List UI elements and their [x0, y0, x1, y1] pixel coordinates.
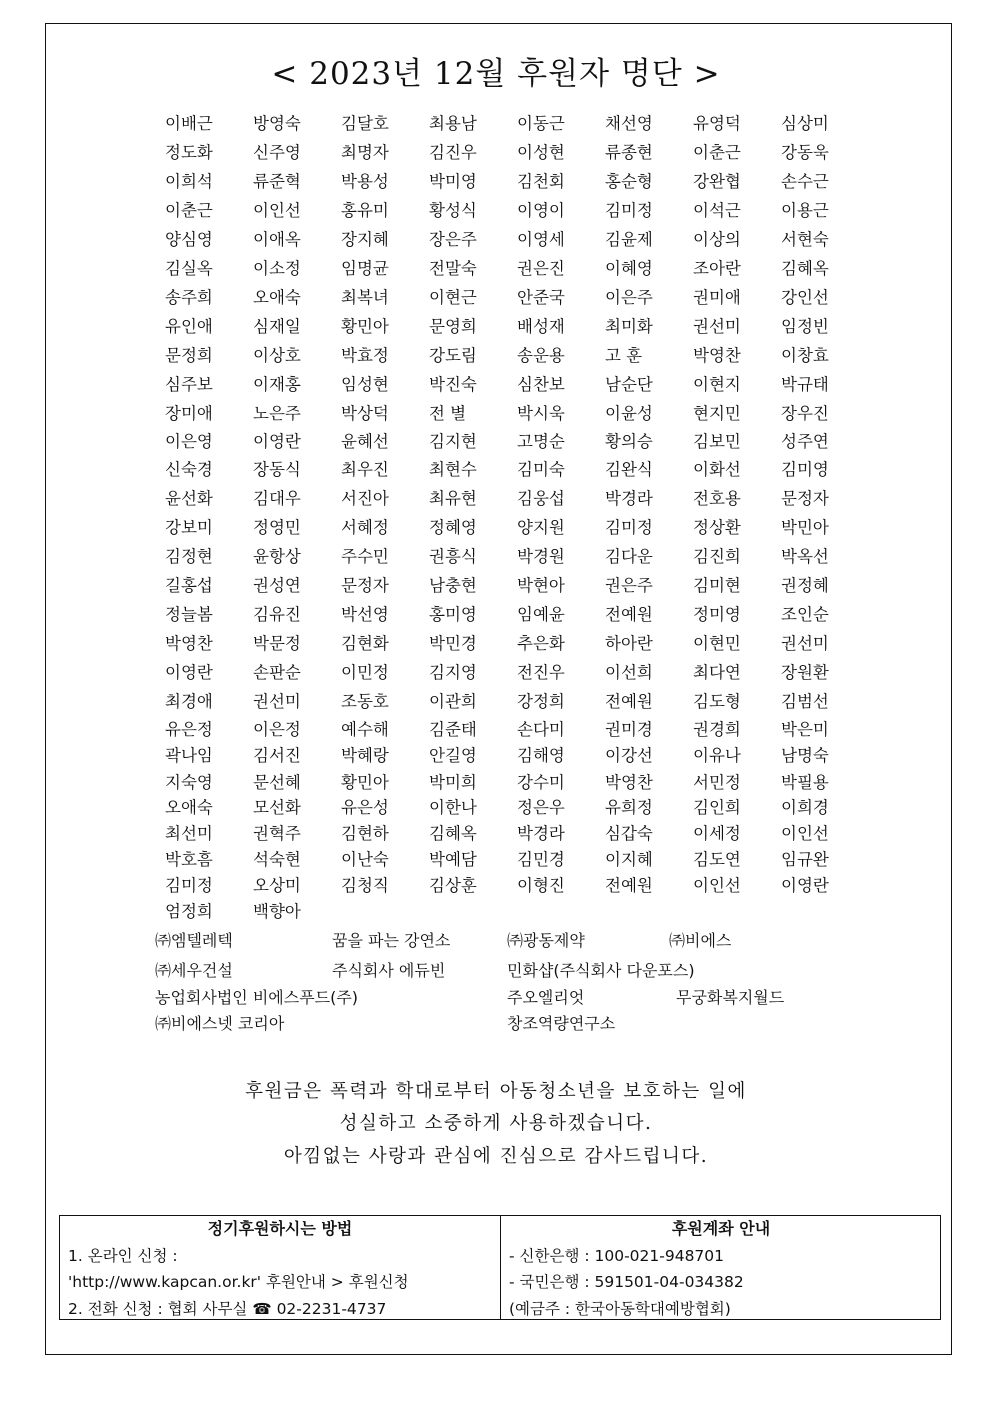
donor-name: 김준태 [429, 720, 477, 739]
donor-name: 최복녀 [341, 288, 389, 307]
donor-name: 예수해 [341, 720, 389, 739]
donor-name: 박영찬 [605, 773, 653, 792]
donor-name: 김해영 [517, 746, 565, 765]
donor-name: 심찬보 [517, 375, 565, 394]
donor-name: 김미숙 [517, 460, 565, 479]
donor-name: 안길영 [429, 746, 477, 765]
donor-name: 백향아 [253, 902, 301, 921]
donor-name: 황민아 [341, 317, 389, 336]
donor-name: 이인선 [253, 201, 301, 220]
donor-name: 권혁주 [253, 824, 301, 843]
donor-name: 김다운 [605, 547, 653, 566]
donor-name: 전진우 [517, 663, 565, 682]
shinhan-account: - 신한은행 : 100-021-948701 [509, 1247, 725, 1265]
donor-name: 전 별 [429, 404, 467, 423]
donor-name: 김민경 [517, 850, 565, 869]
donor-name: 장원환 [781, 663, 829, 682]
donor-name: 김보민 [693, 432, 741, 451]
donor-name: 이지혜 [605, 850, 653, 869]
donor-name: 이영란 [253, 432, 301, 451]
donor-name: 정상환 [693, 518, 741, 537]
regular-donation-header: 정기후원하시는 방법 [207, 1219, 353, 1238]
donor-name: 전말숙 [429, 259, 477, 278]
donor-name: 이은정 [253, 720, 301, 739]
donor-name: 김미현 [693, 576, 741, 595]
donor-name: 이유나 [693, 746, 741, 765]
donor-name: 김달호 [341, 114, 389, 133]
donor-name: 김진우 [429, 143, 477, 162]
donor-name: 유은성 [341, 798, 389, 817]
donor-name: 권선미 [253, 692, 301, 711]
donor-name: 심재일 [253, 317, 301, 336]
donor-name: 지숙영 [165, 773, 213, 792]
donor-name: 김미정 [165, 876, 213, 895]
donor-name: 권미애 [693, 288, 741, 307]
donor-name: 박경원 [517, 547, 565, 566]
donor-name: 박민아 [781, 518, 829, 537]
donor-name: 이영란 [165, 663, 213, 682]
donor-name: 이희경 [781, 798, 829, 817]
donor-name: 권경희 [693, 720, 741, 739]
donor-name: 최경애 [165, 692, 213, 711]
donor-name: 강정희 [517, 692, 565, 711]
donor-name: 김미정 [605, 518, 653, 537]
donor-name: 신주영 [253, 143, 301, 162]
bank-account-header: 후원계좌 안내 [671, 1219, 771, 1238]
donor-name: 이형진 [517, 876, 565, 895]
donor-name: 최다연 [693, 663, 741, 682]
donor-name: 강인선 [781, 288, 829, 307]
donor-name: 곽나임 [165, 746, 213, 765]
donor-name: 성주연 [781, 432, 829, 451]
donor-company: 주오엘리엇 [507, 988, 585, 1007]
donor-name: 박현아 [517, 576, 565, 595]
donor-name: 이은주 [605, 288, 653, 307]
donor-name: 전호용 [693, 489, 741, 508]
donor-name: 권은주 [605, 576, 653, 595]
donor-name: 이영세 [517, 230, 565, 249]
donor-name: 최우진 [341, 460, 389, 479]
donor-name: 오상미 [253, 876, 301, 895]
donor-name: 홍유미 [341, 201, 389, 220]
donor-name: 문정자 [781, 489, 829, 508]
donor-name: 서현숙 [781, 230, 829, 249]
donor-company: 무궁화복지월드 [676, 988, 785, 1007]
donor-name: 홍미영 [429, 605, 477, 624]
donor-name: 유은정 [165, 720, 213, 739]
donor-company: 창조역량연구소 [507, 1014, 616, 1033]
phone-apply: 2. 전화 신청 : 협회 사무실 ☎ 02-2231-4737 [68, 1300, 387, 1318]
donor-name: 조동호 [341, 692, 389, 711]
donor-name: 김청직 [341, 876, 389, 895]
donor-name: 조아란 [693, 259, 741, 278]
donor-name: 김미정 [605, 201, 653, 220]
donor-name: 이한나 [429, 798, 477, 817]
donor-name: 이윤성 [605, 404, 653, 423]
donor-name: 장우진 [781, 404, 829, 423]
donor-name: 김도형 [693, 692, 741, 711]
donor-name: 이민정 [341, 663, 389, 682]
donor-name: 박용성 [341, 172, 389, 191]
donor-name: 이관희 [429, 692, 477, 711]
donor-name: 손판순 [253, 663, 301, 682]
donor-name: 모선화 [253, 798, 301, 817]
donor-name: 권선미 [693, 317, 741, 336]
donor-name: 이난숙 [341, 850, 389, 869]
thanks-message-line-1: 후원금은 폭력과 학대로부터 아동청소년을 보호하는 일에 [245, 1081, 747, 1102]
donor-name: 박영찬 [165, 634, 213, 653]
donor-name: 박민경 [429, 634, 477, 653]
donor-name: 박문정 [253, 634, 301, 653]
donor-name: 장동식 [253, 460, 301, 479]
donor-name: 강동욱 [781, 143, 829, 162]
donor-name: 최미화 [605, 317, 653, 336]
donor-name: 정미영 [693, 605, 741, 624]
donor-name: 이소정 [253, 259, 301, 278]
donor-name: 오애숙 [253, 288, 301, 307]
donor-name: 김현화 [341, 634, 389, 653]
donor-company: ㈜엠텔레텍 [155, 931, 233, 950]
donor-name: 박효정 [341, 346, 389, 365]
donor-name: 김웅섭 [517, 489, 565, 508]
donor-company: ㈜비에스 [669, 931, 732, 950]
donor-name: 전예원 [605, 692, 653, 711]
donor-name: 이희석 [165, 172, 213, 191]
donor-name: 정은우 [517, 798, 565, 817]
donor-name: 이상호 [253, 346, 301, 365]
thanks-message-line-2: 성실하고 소중하게 사용하겠습니다. [339, 1113, 653, 1134]
donor-name: 오애숙 [165, 798, 213, 817]
thanks-message-line-3: 아낌없는 사랑과 관심에 진심으로 감사드립니다. [283, 1146, 709, 1167]
donor-name: 박영찬 [693, 346, 741, 365]
donor-name: 송주희 [165, 288, 213, 307]
donor-name: 장은주 [429, 230, 477, 249]
donor-name: 김범선 [781, 692, 829, 711]
donor-name: 양지원 [517, 518, 565, 537]
donor-name: 이애옥 [253, 230, 301, 249]
donor-name: 하아란 [605, 634, 653, 653]
donor-name: 유희정 [605, 798, 653, 817]
donor-name: 이현근 [429, 288, 477, 307]
donor-name: 송운용 [517, 346, 565, 365]
donor-name: 석숙현 [253, 850, 301, 869]
donor-name: 이인선 [693, 876, 741, 895]
donor-name: 김대우 [253, 489, 301, 508]
donor-name: 양심영 [165, 230, 213, 249]
donor-name: 박규태 [781, 375, 829, 394]
donor-name: 방영숙 [253, 114, 301, 133]
donor-name: 강도림 [429, 346, 477, 365]
donor-name: 황성식 [429, 201, 477, 220]
donation-info-table [59, 1215, 941, 1320]
donor-name: 윤선화 [165, 489, 213, 508]
donor-name: 남충현 [429, 576, 477, 595]
donor-name: 유인애 [165, 317, 213, 336]
donor-name: 손수근 [781, 172, 829, 191]
donor-name: 이석근 [693, 201, 741, 220]
donor-name: 서혜정 [341, 518, 389, 537]
donor-name: 이성현 [517, 143, 565, 162]
donor-name: 이혜영 [605, 259, 653, 278]
donor-company: 주식회사 에듀빈 [332, 961, 446, 980]
donor-name: 김윤제 [605, 230, 653, 249]
donor-name: 박경라 [605, 489, 653, 508]
donor-name: 남순단 [605, 375, 653, 394]
donor-name: 박필용 [781, 773, 829, 792]
donor-name: 전예원 [605, 605, 653, 624]
page-title: < 2023년 12월 후원자 명단 > [271, 56, 721, 92]
donor-name: 김실옥 [165, 259, 213, 278]
donor-name: 정도화 [165, 143, 213, 162]
donor-name: 이선희 [605, 663, 653, 682]
donor-name: 임정빈 [781, 317, 829, 336]
donor-name: 문정희 [165, 346, 213, 365]
donor-name: 임성현 [341, 375, 389, 394]
donor-name: 김혜옥 [429, 824, 477, 843]
donor-name: 고 훈 [605, 346, 643, 365]
donor-name: 길홍섭 [165, 576, 213, 595]
donor-name: 김정현 [165, 547, 213, 566]
donor-name: 류종현 [605, 143, 653, 162]
donor-name: 이화선 [693, 460, 741, 479]
donor-name: 권미경 [605, 720, 653, 739]
donor-name: 이강선 [605, 746, 653, 765]
donor-name: 최명자 [341, 143, 389, 162]
donor-name: 박혜랑 [341, 746, 389, 765]
donor-name: 김혜옥 [781, 259, 829, 278]
donor-name: 박상덕 [341, 404, 389, 423]
donor-name: 강수미 [517, 773, 565, 792]
donor-name: 박경라 [517, 824, 565, 843]
donor-name: 안준국 [517, 288, 565, 307]
donor-name: 심갑숙 [605, 824, 653, 843]
donor-name: 추은화 [517, 634, 565, 653]
donor-name: 권정혜 [781, 576, 829, 595]
donor-name: 김상훈 [429, 876, 477, 895]
donor-name: 이재홍 [253, 375, 301, 394]
online-apply-label: 1. 온라인 신청 : [68, 1247, 178, 1265]
donor-name: 박미희 [429, 773, 477, 792]
donor-name: 손다미 [517, 720, 565, 739]
donor-name: 이영이 [517, 201, 565, 220]
donor-name: 김인희 [693, 798, 741, 817]
donor-name: 신숙경 [165, 460, 213, 479]
donor-company: ㈜세우건설 [155, 961, 233, 980]
donor-name: 김진희 [693, 547, 741, 566]
donor-name: 정영민 [253, 518, 301, 537]
donor-name: 박시욱 [517, 404, 565, 423]
donor-name: 고명순 [517, 432, 565, 451]
donor-name: 류준혁 [253, 172, 301, 191]
donor-name: 이은영 [165, 432, 213, 451]
donor-name: 박선영 [341, 605, 389, 624]
donor-name: 주수민 [341, 547, 389, 566]
donor-name: 이배근 [165, 114, 213, 133]
donor-name: 이춘근 [165, 201, 213, 220]
donor-company: ㈜비에스넷 코리아 [155, 1014, 285, 1033]
donor-name: 조인순 [781, 605, 829, 624]
donor-name: 정혜영 [429, 518, 477, 537]
donor-name: 권흥식 [429, 547, 477, 566]
donor-name: 이상의 [693, 230, 741, 249]
donor-company: 농업회사법인 비에스푸드(주) [155, 988, 359, 1007]
donor-name: 이춘근 [693, 143, 741, 162]
donor-name: 문영희 [429, 317, 477, 336]
donor-name: 황의승 [605, 432, 653, 451]
donor-name: 김천회 [517, 172, 565, 191]
donor-name: 김지영 [429, 663, 477, 682]
donor-name: 이창효 [781, 346, 829, 365]
donor-name: 김서진 [253, 746, 301, 765]
donor-name: 김미영 [781, 460, 829, 479]
donor-name: 홍순형 [605, 172, 653, 191]
donor-name: 심상미 [781, 114, 829, 133]
donor-name: 권은진 [517, 259, 565, 278]
donor-company: ㈜광동제약 [507, 931, 585, 950]
donor-name: 강보미 [165, 518, 213, 537]
donor-name: 김현하 [341, 824, 389, 843]
donor-name: 김지현 [429, 432, 477, 451]
donor-name: 최유현 [429, 489, 477, 508]
donor-name: 김도연 [693, 850, 741, 869]
donor-name: 박예담 [429, 850, 477, 869]
donor-name: 엄정희 [165, 902, 213, 921]
website-link[interactable]: 'http://www.kapcan.or.kr' 후원안내 > 후원신청 [68, 1273, 409, 1291]
donor-name: 장미애 [165, 404, 213, 423]
donor-name: 서진아 [341, 489, 389, 508]
donor-name: 임규완 [781, 850, 829, 869]
donor-name: 박미영 [429, 172, 477, 191]
donor-name: 이현지 [693, 375, 741, 394]
donor-name: 노은주 [253, 404, 301, 423]
donor-name: 이현민 [693, 634, 741, 653]
donor-name: 박호흠 [165, 850, 213, 869]
donor-name: 박진숙 [429, 375, 477, 394]
donor-name: 이동근 [517, 114, 565, 133]
donor-company: 꿈을 파는 강연소 [332, 931, 451, 950]
donor-name: 김완식 [605, 460, 653, 479]
donor-name: 박은미 [781, 720, 829, 739]
donor-name: 강완협 [693, 172, 741, 191]
donor-name: 권성연 [253, 576, 301, 595]
donor-name: 채선영 [605, 114, 653, 133]
donor-name: 남명숙 [781, 746, 829, 765]
donor-name: 윤혜선 [341, 432, 389, 451]
donor-name: 전예원 [605, 876, 653, 895]
donor-name: 장지혜 [341, 230, 389, 249]
donor-name: 서민정 [693, 773, 741, 792]
donor-name: 현지민 [693, 404, 741, 423]
donor-name: 윤항상 [253, 547, 301, 566]
account-holder: (예금주 : 한국아동학대예방협회) [509, 1300, 731, 1318]
donor-name: 배성재 [517, 317, 565, 336]
donor-company: 민화샵(주식회사 다운포스) [507, 961, 695, 980]
donor-name: 정늘봄 [165, 605, 213, 624]
donor-name: 이세정 [693, 824, 741, 843]
donor-name: 임예윤 [517, 605, 565, 624]
donor-name: 최현수 [429, 460, 477, 479]
donor-name: 최용남 [429, 114, 477, 133]
donor-name: 문정자 [341, 576, 389, 595]
donor-name: 유영덕 [693, 114, 741, 133]
donor-name: 박옥선 [781, 547, 829, 566]
donor-name: 이인선 [781, 824, 829, 843]
donor-name: 김유진 [253, 605, 301, 624]
donor-name: 문선혜 [253, 773, 301, 792]
donor-name: 최선미 [165, 824, 213, 843]
donor-name: 임명균 [341, 259, 389, 278]
donor-name: 황민아 [341, 773, 389, 792]
donor-name: 심주보 [165, 375, 213, 394]
donor-name: 이영란 [781, 876, 829, 895]
kookmin-account: - 국민은행 : 591501-04-034382 [509, 1273, 744, 1291]
donor-name: 권선미 [781, 634, 829, 653]
donor-name: 이용근 [781, 201, 829, 220]
